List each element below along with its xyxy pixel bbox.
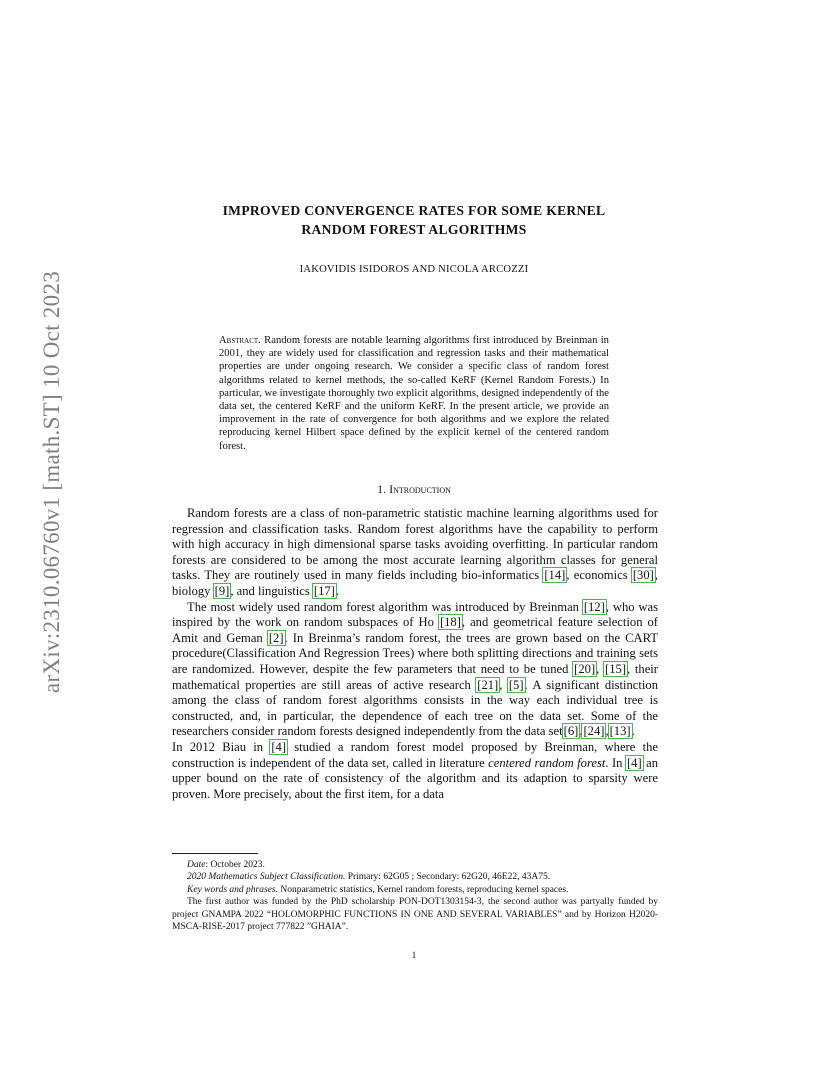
footnote-rule (172, 853, 258, 854)
footnote-funding: The first author was funded by the PhD scholarship PON-DOT1303154-3, the second author was partyally funded by project GNAMPA 2022 “HOLOMORPHIC FUNCTIONS IN ONE AND SEVERAL VARIABLES” and by Horizon H2020-MSCA-RISE-2017 project 777822 ”GHAIA”. (172, 897, 658, 933)
citation-link[interactable]: [2] (268, 630, 284, 645)
section-heading (150, 482, 678, 497)
text-run: . In (605, 755, 626, 770)
text-run: , (596, 661, 605, 676)
text-run: , economics (566, 568, 632, 583)
citation-link[interactable]: [15] (605, 661, 627, 676)
footnote-text: : October 2023. (205, 860, 265, 870)
citation-link[interactable]: [18] (439, 615, 461, 630)
paragraph-1 (172, 506, 658, 600)
section-number: 1. (377, 482, 387, 496)
title-line-2: RANDOM FOREST ALGORITHMS (301, 222, 527, 237)
text-run: an upper bound on the rate of consistency of the algorithm and its adaption to sparsity were proven. More precisely, about the first item, for a data (172, 755, 658, 801)
citation-link[interactable]: [4] (626, 755, 642, 770)
citation-link[interactable]: [9] (214, 583, 230, 598)
citation-link[interactable]: [6] (563, 724, 579, 739)
text-run: , who was inspired by the work on random subspaces of Ho (172, 599, 658, 630)
footnote-keywords (172, 884, 658, 896)
text-run: , and linguistics (230, 583, 313, 598)
text-run: studied a random forest model proposed by Breinman, where the construction is independent of the data set, called in literature (172, 739, 658, 770)
footnote-msc (172, 871, 658, 883)
citation-link[interactable]: [21] (477, 677, 499, 692)
abstract-text: Random forests are notable learning algorithms first introduced by Breinman in 2001, they are widely used for classification and regression tasks and their mathematical properties are under ongoing research. We consider a specific class of random forest algorithms related to kernel methods, the so-called KeRF (Kernel Random Forests.) In particular, we investigate thoroughly two explicit algorithms, designed independently of the data set, the centered KeRF and the uniform KeRF. In the present article, we provide an improvement in the rate of convergence for both algorithms and we explore the related reproducing kernel Hilbert space defined by the explicit kernel of the centered random forest. (219, 335, 609, 452)
text-run: , (499, 677, 508, 692)
citation-link[interactable]: [30] (632, 568, 654, 583)
paragraph-3 (172, 740, 658, 802)
citation-link[interactable]: [5] (508, 677, 524, 692)
citation-link[interactable]: [14] (544, 568, 566, 583)
text-run: . (631, 724, 635, 739)
text-run: , (605, 724, 609, 739)
page-number: 1 (411, 951, 417, 961)
footnote-text: Nonparametric statistics, Kernel random forests, reproducing kernel spaces. (277, 884, 569, 895)
text-run: The most widely used random forest algorithm was introduced by Breinman (187, 599, 583, 614)
text-run: . In Breinma’s random forest, the trees are grown based on the CART procedure(Classification And Regression Trees) where both splitting directions and training sets are randomized. However, despite the few parameters that need to be tuned (172, 630, 658, 676)
footnote-label: Key words and phrases. (187, 884, 278, 895)
title-line-1: IMPROVED CONVERGENCE RATES FOR SOME KERNEL (222, 203, 606, 218)
text-run: , and geometrical feature selection of Amit and Geman (172, 615, 658, 645)
citation-link[interactable]: [17] (313, 583, 335, 598)
paragraph-2 (172, 600, 658, 740)
footnote-label: 2020 Mathematics Subject Classification. (187, 872, 346, 883)
abstract (219, 334, 609, 453)
text-run: Random forests are a class of non-parametric statistic machine learning algorithms used for regression and classification tasks. Random forest algorithms have the capability to perform with high accuracy in high dimensional sparse tasks avoiding overfitting. In particular random forests are considered to be among the most accurate learning algorithm classes for general tasks. They are routinely used in many fields including bio-informatics (172, 506, 658, 583)
section-title: Introduction (389, 482, 451, 496)
text-run: , biology (172, 568, 658, 598)
body-text (172, 506, 658, 802)
text-run: , (579, 724, 583, 739)
abstract-label: Abstract. (219, 335, 261, 346)
footnote-text: Primary: 62G05 ; Secondary: 62G20, 46E22, 43A75. (345, 872, 551, 883)
citation-link[interactable]: [24] (583, 724, 605, 739)
text-run: . A significant distinction among the class of random forest algorithms consists in the way each individual tree is constructed, and, in particular, the dependence of each tree on the data set. Some of the researchers consider random forests designed independently from the data set (172, 677, 658, 739)
arxiv-stamp: arXiv:2310.06760v1 [math.ST] 10 Oct 2023 (39, 270, 64, 694)
footnote-label: Date (187, 860, 206, 870)
text-run: , their mathematical properties are still areas of active research (172, 661, 658, 692)
text-run: In 2012 Biau in (172, 739, 271, 754)
citation-link[interactable]: [13] (609, 724, 631, 739)
text-run: . (335, 583, 340, 598)
footnotes (172, 859, 658, 933)
citation-link[interactable]: [4] (271, 739, 287, 754)
emphasis-term: centered random forest (488, 755, 606, 770)
footnote-date (172, 859, 658, 871)
authors: IAKOVIDIS ISIDOROS AND NICOLA ARCOZZI (299, 264, 529, 275)
citation-link[interactable]: [12] (583, 599, 605, 614)
citation-link[interactable]: [20] (574, 661, 596, 676)
paper-title (150, 201, 678, 239)
